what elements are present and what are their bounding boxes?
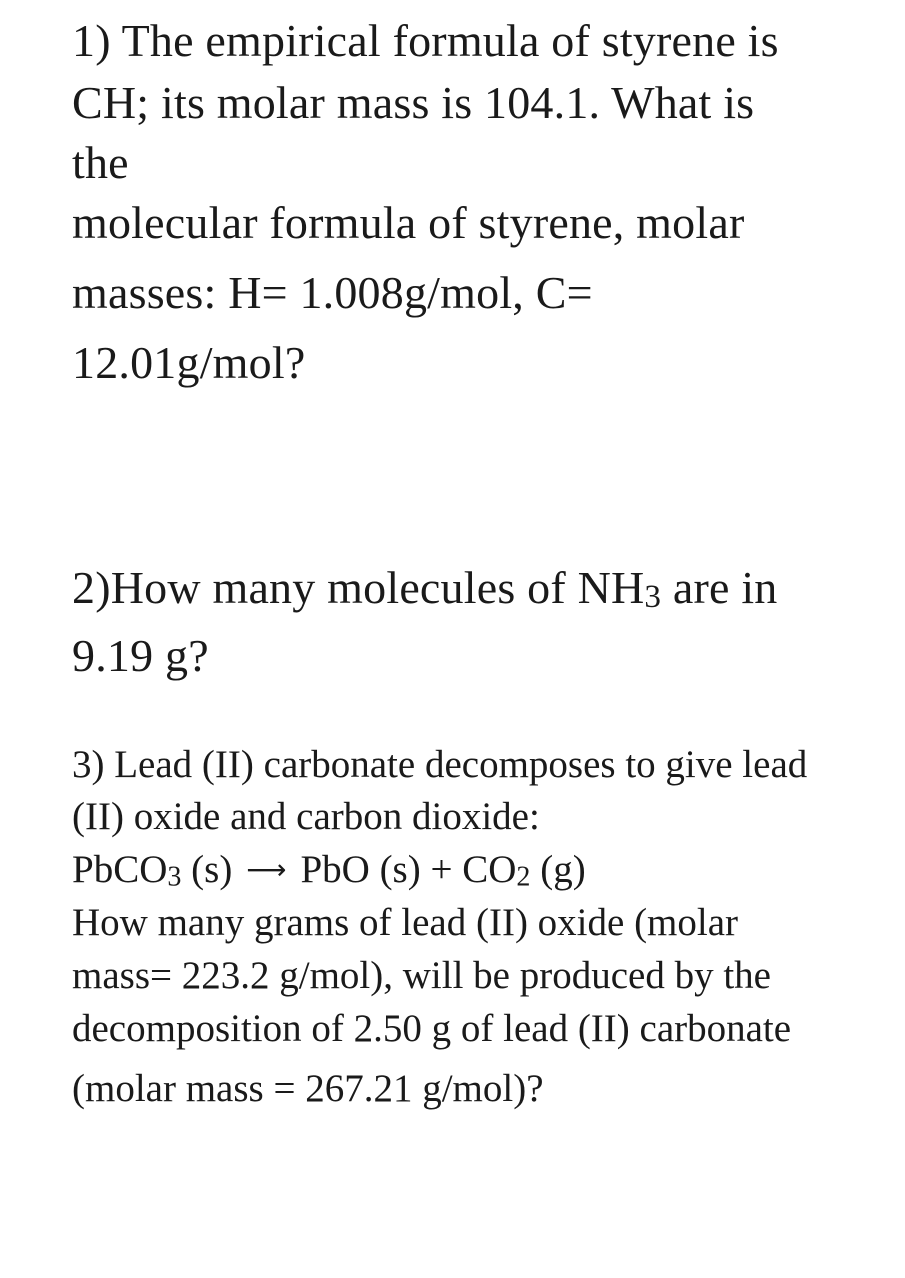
q3-products: PbO (s) + CO2 (g) [300, 848, 586, 893]
q1-line-4: molecular formula of styrene, molar [72, 197, 745, 248]
q1-line-2: CH; its molar mass is 104.1. What is [72, 77, 755, 128]
q2-line-1-suffix: are in [661, 562, 778, 613]
q3-line-4: How many grams of lead (II) oxide (molar [72, 901, 739, 944]
q1-line-5: masses: H= 1.008g/mol, C= [72, 267, 593, 318]
q3-line-1: 3) Lead (II) carbonate decomposes to give lead [72, 743, 808, 786]
q3-line-6: decomposition of 2.50 g of lead (II) carbonate [72, 1007, 792, 1050]
q3-line-5: mass= 223.2 g/mol), will be produced by the [72, 954, 771, 997]
q3-equation [72, 850, 586, 891]
q2-nh3-subscript: 3 [644, 577, 662, 615]
q2-line-1 [72, 562, 778, 615]
q2-line-1-prefix: 2)How many molecules of NH [72, 562, 645, 613]
q3-line-7: (molar mass = 267.21 g/mol)? [72, 1067, 544, 1110]
q3-line-2: (II) oxide and carbon dioxide: [72, 795, 540, 838]
q2-line-2: 9.19 g? [72, 630, 209, 681]
q1-line-1: 1) The empirical formula of styrene is [72, 15, 779, 66]
q1-line-6: 12.01g/mol? [72, 337, 306, 388]
q1-line-3: the [72, 137, 129, 188]
q3-reactant: PbCO3 (s) [72, 848, 233, 893]
reaction-arrow-icon: ⟶ [246, 853, 287, 887]
